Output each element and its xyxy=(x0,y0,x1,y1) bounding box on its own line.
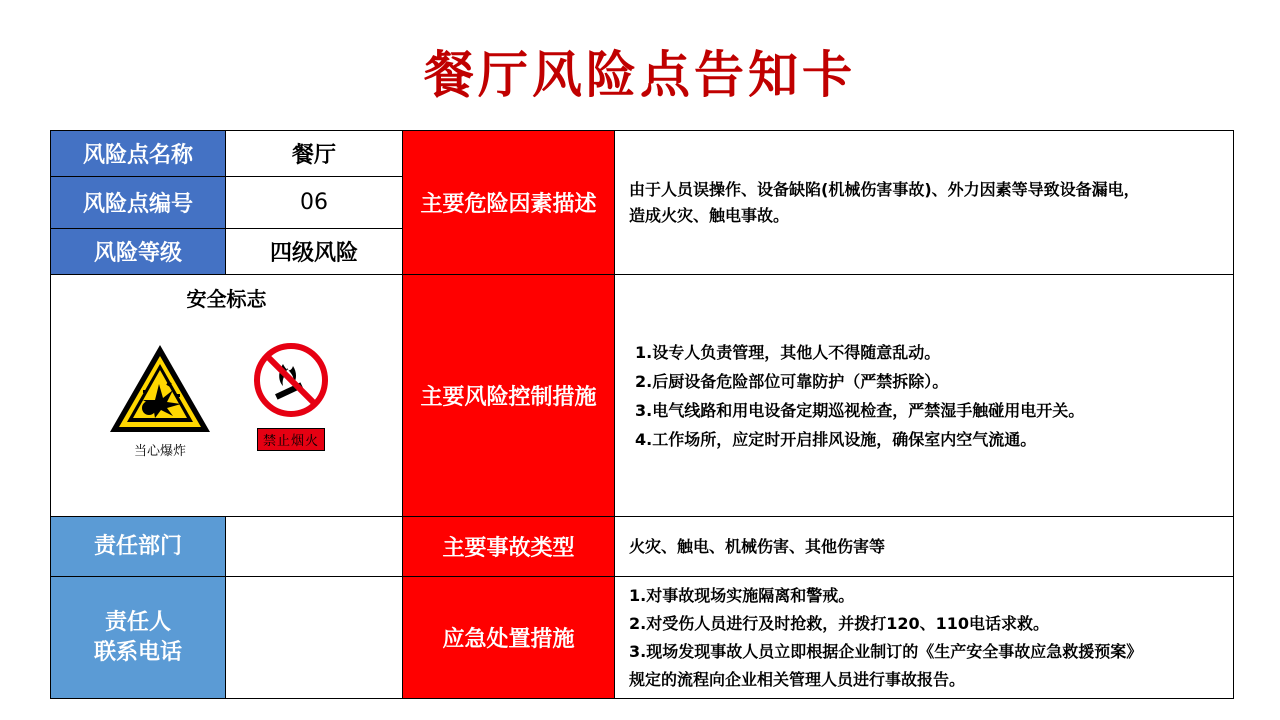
emergency-line: 1.对事故现场实施隔离和警戒。 xyxy=(629,585,855,605)
emergency-measures xyxy=(615,577,1234,699)
control-line: 1.设专人负责管理，其他人不得随意乱动。 xyxy=(635,342,941,362)
safety-signs-title: 安全标志 xyxy=(186,287,267,311)
emergency-line: 3.现场发现事故人员立即根据企业制订的《生产安全事故应急救援预案》 xyxy=(629,641,1143,661)
contact-label xyxy=(51,577,226,699)
risk-code-label: 风险点编号 xyxy=(51,177,226,229)
control-label: 主要风险控制措施 xyxy=(403,275,615,517)
hazard-label: 主要危险因素描述 xyxy=(403,131,615,275)
no-fire-sign-caption: 禁止烟火 xyxy=(257,428,325,451)
accident-type-value: 火灾、触电、机械伤害、其他伤害等 xyxy=(615,517,1234,577)
explosion-warning-icon xyxy=(107,342,213,436)
accident-type-label: 主要事故类型 xyxy=(403,517,615,577)
risk-code-value: 06 xyxy=(226,177,403,229)
emergency-line: 2.对受伤人员进行及时抢救，并拨打120、110电话求救。 xyxy=(629,613,1050,633)
dept-label: 责任部门 xyxy=(51,517,226,577)
contact-label-line1: 责任人 xyxy=(104,609,171,635)
dept-value xyxy=(226,517,403,577)
contact-label-line2: 联系电话 xyxy=(93,639,182,665)
no-fire-sign xyxy=(251,342,331,451)
emergency-line: 规定的流程向企业相关管理人员进行事故报告。 xyxy=(629,669,966,689)
risk-card-table xyxy=(50,130,1234,699)
control-line: 4.工作场所，应定时开启排风设施，确保室内空气流通。 xyxy=(635,429,1037,449)
explosion-sign xyxy=(107,342,213,459)
hazard-line: 由于人员误操作、设备缺陷(机械伤害事故)、外力因素等导致设备漏电， xyxy=(629,179,1140,199)
contact-value xyxy=(226,577,403,699)
control-measures xyxy=(615,275,1234,517)
risk-name-label: 风险点名称 xyxy=(51,131,226,177)
page-title: 餐厅风险点告知卡 xyxy=(424,46,856,104)
control-line: 3.电气线路和用电设备定期巡视检查，严禁湿手触碰用电开关。 xyxy=(635,400,1085,420)
control-line: 2.后厨设备危险部位可靠防护（严禁拆除）。 xyxy=(635,371,949,391)
hazard-description xyxy=(615,131,1234,275)
safety-signs-cell xyxy=(51,275,403,517)
risk-name-value: 餐厅 xyxy=(226,131,403,177)
emergency-label: 应急处置措施 xyxy=(403,577,615,699)
hazard-line: 造成火灾、触电事故。 xyxy=(629,205,790,225)
no-fire-icon xyxy=(253,342,329,418)
explosion-sign-caption: 当心爆炸 xyxy=(133,444,186,459)
risk-level-label: 风险等级 xyxy=(51,229,226,275)
risk-level-value: 四级风险 xyxy=(226,229,403,275)
